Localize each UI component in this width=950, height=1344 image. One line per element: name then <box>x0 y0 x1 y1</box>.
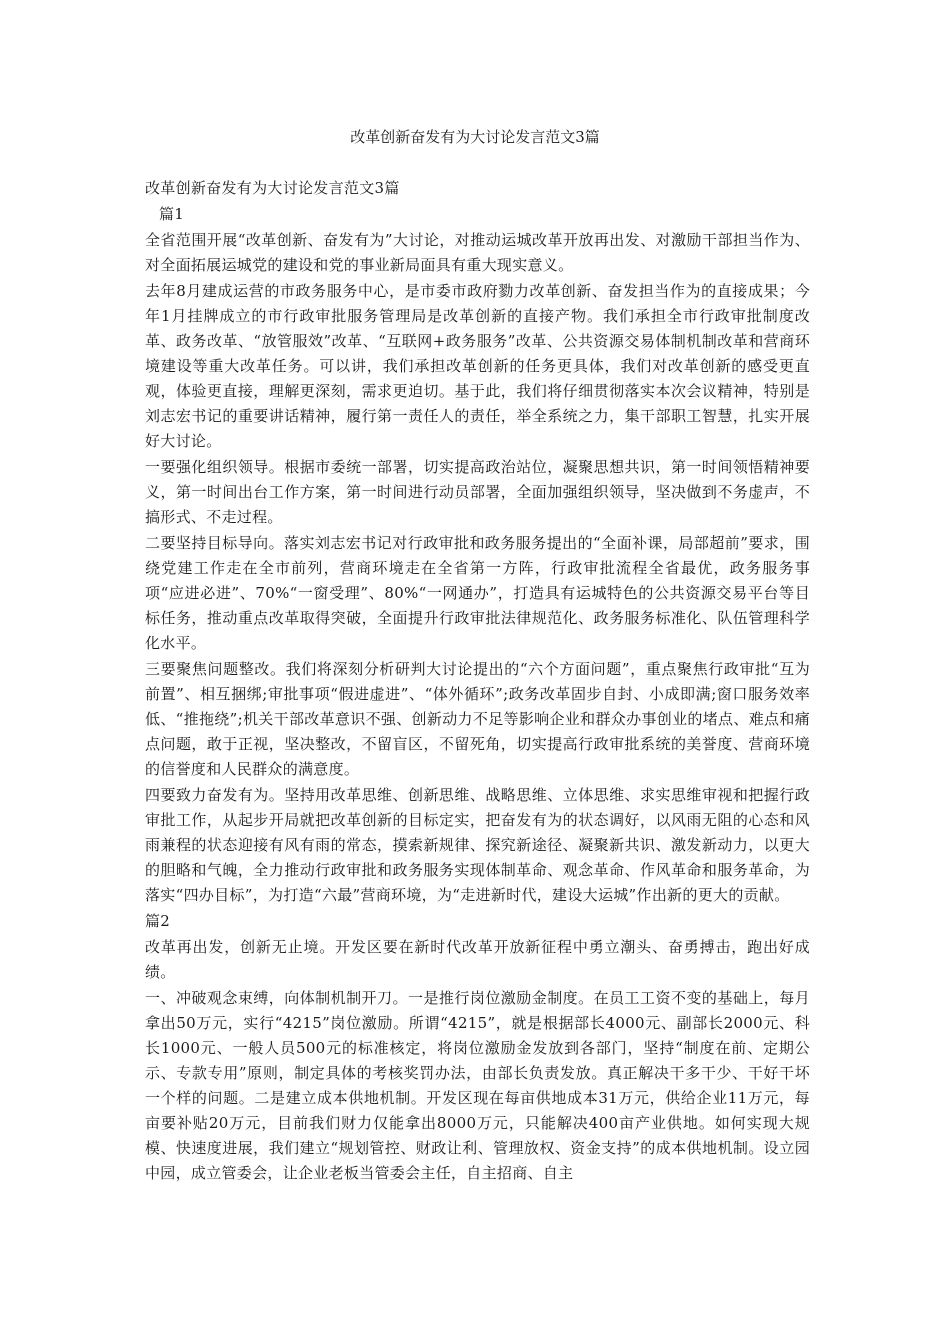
paragraph: 四要致力奋发有为。坚持用改革思维、创新思维、战略思维、立体思维、求实思维审视和把握行政审批工作，从起步开局就把改革创新的目标定实，把奋发有为的状态调好，以风雨无阻的心态和风雨兼程的状态迎接有风有雨的常态，摸索新规律、探究新途径、凝聚新共识、激发新动力，以更大的胆略和气魄，全力推动行政审批和政务服务实现体制革命、观念革命、作风革命和服务革命，为落实“四办目标”，为打造“六最”营商环境，为“走进新时代，建设大运城”作出新的更大的贡献。 <box>145 786 810 904</box>
paragraph: 一要强化组织领导。根据市委统一部署，切实提高政治站位，凝聚思想共识，第一时间领悟精神要义，第一时间出台工作方案，第一时间进行动员部署，全面加强组织领导，坚决做到不务虚声，不搞形式、不走过程。 <box>145 458 810 526</box>
paragraph: 三要聚焦问题整改。我们将深刻分析研判大讨论提出的“六个方面问题”，重点聚焦行政审批“互为前置”、相互捆绑;审批事项“假进虚进”、“体外循环”;政务改革固步自封、小成即满;窗口服务效率低、“推拖绕”;机关干部改革意识不强、创新动力不足等影响企业和群众办事创业的堵点、难点和痛点问题，敢于正视，坚决整改，不留盲区，不留死角，切实提高行政审批系统的美誉度、营商环境的信誉度和人民群众的满意度。 <box>145 660 810 778</box>
paragraph: 去年8月建成运营的市政务服务中心，是市委市政府勠力改革创新、奋发担当作为的直接成果；今年1月挂牌成立的市行政审批服务管理局是改革创新的直接产物。我们承担全市行政审批制度改革、政务改革、“放管服效”改革、“互联网+政务服务”改革、公共资源交易体制机制改革和营商环境建设等重大改革任务。可以讲，我们承担改革创新的任务更具体，我们对改革创新的感受更直观，体验更直接，理解更深刻，需求更迫切。基于此，我们将仔细贯彻落实本次会议精神，特别是刘志宏书记的重要讲话精神，履行第一责任人的责任，举全系统之力，集干部职工智慧，扎实开展好大讨论。 <box>145 282 810 450</box>
paragraph: 二要坚持目标导向。落实刘志宏书记对行政审批和政务服务提出的“全面补课，局部超前”要求，围绕党建工作走在全市前列，营商环境走在全省第一方阵，行政审批流程全省最优，政务服务事项“应进必进”、70%“一窗受理”、80%“一网通办”，打造具有运城特色的公共资源交易平台等目标任务，推动重点改革取得突破，全面提升行政审批法律规范化、政务服务标准化、队伍管理科学化水平。 <box>145 534 810 652</box>
document-body <box>145 176 810 1187</box>
section-heading-1: 篇1 <box>159 205 185 223</box>
paragraph: 全省范围开展“改革创新、奋发有为”大讨论，对推动运城改革开放再出发、对激励干部担当作为、对全面拓展运城党的建设和党的事业新局面具有重大现实意义。 <box>145 231 810 274</box>
section-heading-2: 篇2 <box>145 912 171 930</box>
paragraph: 一、冲破观念束缚，向体制机制开刀。一是推行岗位激励金制度。在员工工资不变的基础上，每月拿出50万元，实行“4215”岗位激励。所谓“4215”，就是根据部长4000元、副部长2000元、科长1000元、一般人员500元的标准核定，将岗位激励金发放到各部门，坚持“制度在前、定期公示、专款专用”原则，制定具体的考核奖罚办法，由部长负责发放。真正解决干多干少、干好干坏一个样的问题。二是建立成本供地机制。开发区现在每亩供地成本31万元，供给企业11万元，每亩要补贴20万元，目前我们财力仅能拿出8000万元，只能解决400亩产业供地。如何实现大规模、快速度进展，我们建立“规划管控、财政让利、管理放权、资金支持”的成本供地机制。设立园中园，成立管委会，让企业老板当管委会主任，自主招商、自主 <box>145 989 810 1182</box>
document-title: 改革创新奋发有为大讨论发言范文3篇 <box>350 128 600 146</box>
paragraph: 改革再出发，创新无止境。开发区要在新时代改革开放新征程中勇立潮头、奋勇搏击，跑出好成绩。 <box>145 938 810 981</box>
subtitle: 改革创新奋发有为大讨论发言范文3篇 <box>145 179 400 197</box>
